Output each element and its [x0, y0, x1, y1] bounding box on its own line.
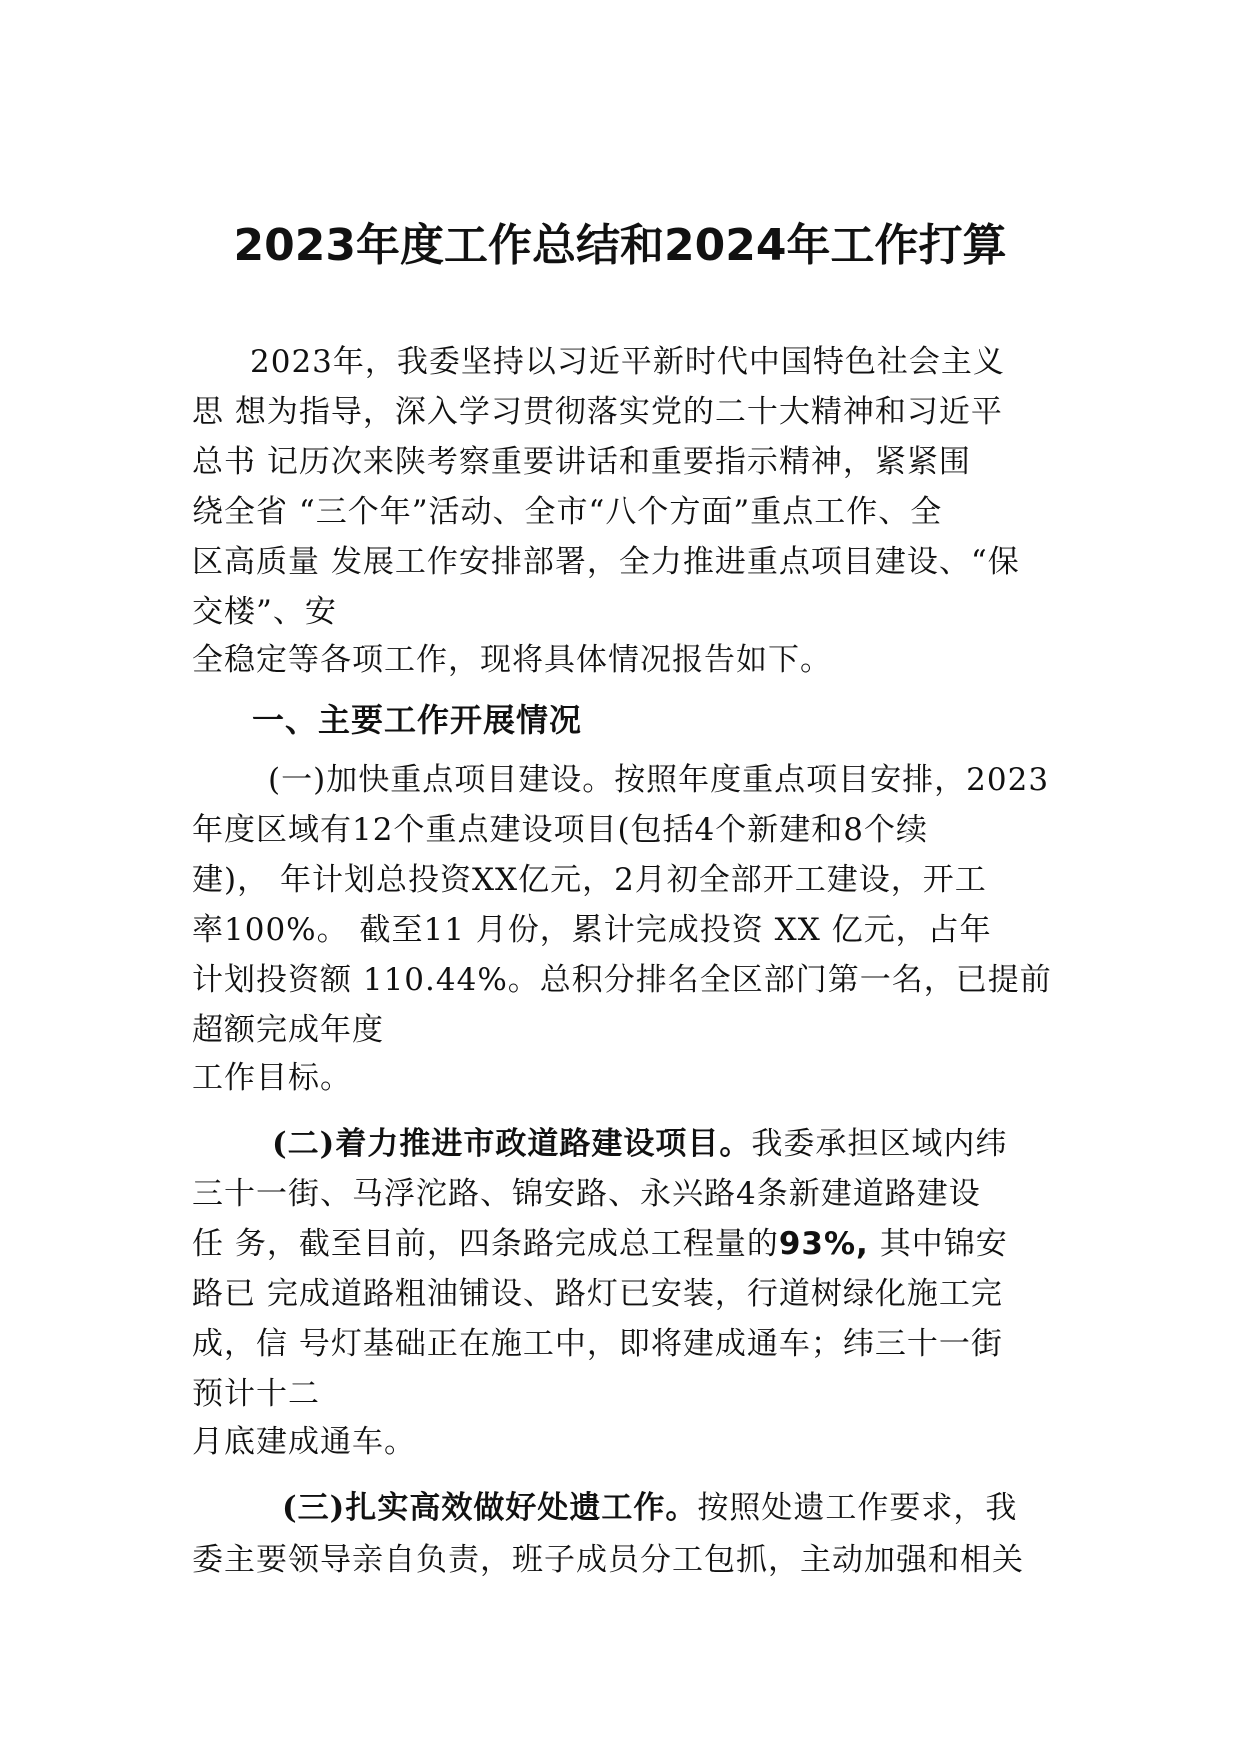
item2-first-line [272, 1124, 1007, 1164]
intro-line: 绕全省 “三个年”活动、全市“八个方面”重点工作、全 [192, 494, 943, 530]
item1-line: 超额完成年度 [192, 1012, 384, 1048]
intro-line: 总书 记历次来陕考察重要讲话和重要指示精神，紧紧围 [192, 444, 971, 480]
item2-line: 三十一街、马浮沱路、锦安路、永兴路4条新建道路建设 [192, 1176, 981, 1212]
item2-line: 成，信 号灯基础正在施工中，即将建成通车；纬三十一街 [192, 1326, 1003, 1362]
intro-line: 思 想为指导，深入学习贯彻落实党的二十大精神和习近平 [192, 394, 1003, 430]
document-title: 2023年度工作总结和2024年工作打算 [233, 220, 1007, 271]
item2-text: 其中锦安 [868, 1226, 1008, 1262]
item1-lead: (一)加快重点项目建设。 [268, 762, 615, 798]
item2-text: 任 务，截至目前，四条路完成总工程量的 [192, 1226, 779, 1262]
item2-line [192, 1224, 1008, 1264]
item1-line: 工作目标。 [192, 1060, 352, 1096]
section-heading: 一、主要工作开展情况 [252, 701, 583, 739]
item2-line: 预计十二 [192, 1376, 320, 1412]
item3-first-line [282, 1488, 1017, 1528]
item1-text: 按照年度重点项目安排，2023 [614, 762, 1050, 798]
item2-line: 路已 完成道路粗油铺设、路灯已安装，行道树绿化施工完 [192, 1276, 1003, 1312]
progress-percentage: 93%, [778, 1226, 869, 1262]
item2-line: 月底建成通车。 [192, 1424, 416, 1460]
intro-line: 交楼”、安 [192, 594, 337, 630]
intro-line: 2023年，我委坚持以习近平新时代中国特色社会主义 [250, 344, 1005, 380]
item2-lead: (二)着力推进市政道路建设项目。 [272, 1126, 752, 1162]
item1-line: 建)， 年计划总投资XX亿元，2月初全部开工建设，开工 [192, 862, 987, 898]
intro-line: 区高质量 发展工作安排部署，全力推进重点项目建设、“保 [192, 544, 1020, 580]
item1-first-line [268, 760, 1049, 800]
item1-line: 年度区域有12个重点建设项目(包括4个新建和8个续 [192, 812, 928, 848]
item3-lead: (三)扎实高效做好处遗工作。 [282, 1490, 698, 1526]
item3-line: 委主要领导亲自负责，班子成员分工包抓，主动加强和相关 [192, 1542, 1024, 1578]
item2-text: 我委承担区域内纬 [751, 1126, 1008, 1162]
intro-line: 全稳定等各项工作，现将具体情况报告如下。 [192, 642, 832, 678]
item1-line: 计划投资额 110.44%。总积分排名全区部门第一名，已提前 [192, 962, 1052, 998]
item1-line: 率100%。 截至11 月份，累计完成投资 XX 亿元，占年 [192, 912, 992, 948]
item3-text: 按照处遗工作要求，我 [697, 1490, 1018, 1526]
